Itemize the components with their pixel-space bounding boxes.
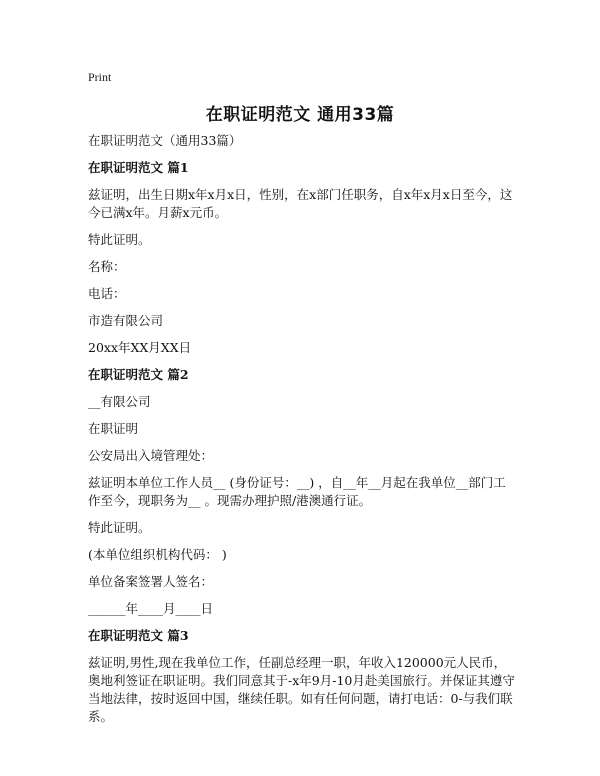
section1-name: 名称：	[88, 259, 126, 274]
section1-company: 市造有限公司	[88, 313, 164, 328]
section3-body: 兹证明,男性,现在我单位工作，任副总经理一职，年收入120000元人民币，奥地利签证在职证明。我们同意其于-x年9月-10月赴美国旅行。并保证其遵守当地法律，按时返回中国，继续任职。如有任何问题，请打电话：0-与我们联系。	[88, 655, 515, 724]
print-label: Print	[88, 70, 112, 84]
intro-line: 在职证明范文（通用33篇）	[88, 133, 242, 148]
section2-org-code: (本单位组织机构代码： )	[88, 547, 227, 562]
section2-date: ______年____月____日	[88, 601, 214, 616]
section1-certify: 特此证明。	[88, 232, 151, 247]
document-body	[88, 132, 518, 735]
section-heading-3: 在职证明范文 篇3	[88, 628, 189, 643]
section2-company: __有限公司	[88, 394, 151, 409]
section2-certify: 特此证明。	[88, 520, 151, 535]
section-heading-1: 在职证明范文 篇1	[88, 160, 189, 175]
section1-body: 兹证明，出生日期x年x月x日，性别，在x部门任职务，自x年x月x日至今，这今已满x年。月薪x元币。	[88, 187, 513, 220]
section1-phone: 电话：	[88, 286, 126, 301]
section2-signature: 单位备案签署人签名：	[88, 574, 214, 589]
section1-date: 20xx年XX月XX日	[88, 340, 192, 355]
page-title: 在职证明范文 通用33篇	[205, 105, 395, 125]
section2-subject: 在职证明	[88, 421, 139, 436]
section-heading-2: 在职证明范文 篇2	[88, 367, 189, 382]
section2-recipient: 公安局出入境管理处：	[88, 448, 214, 463]
section2-body: 兹证明本单位工作人员__ (身份证号：__) ，自__年__月起在我单位__部门工作至今，现职务为__ 。现需办理护照/港澳通行证。	[88, 475, 506, 508]
